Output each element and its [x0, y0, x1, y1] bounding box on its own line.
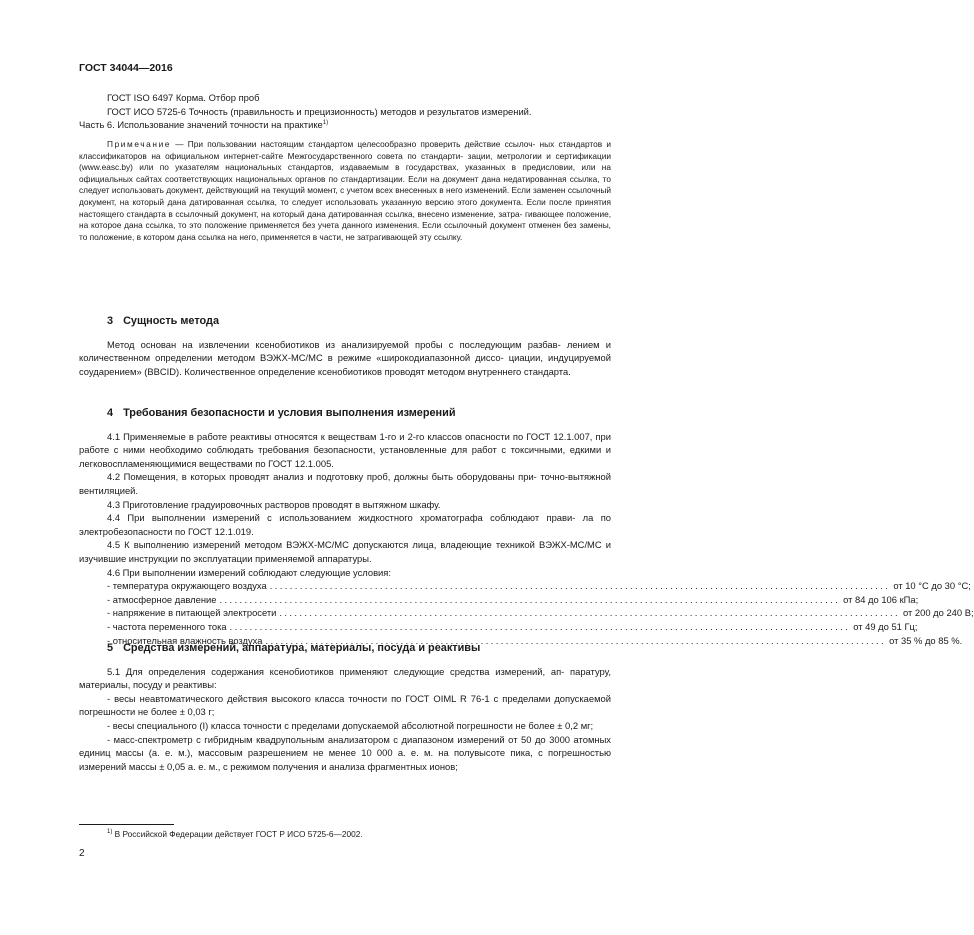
condition-value: от 10 °С до 30 °С;: [893, 580, 971, 592]
footnote-mark: 1): [107, 829, 113, 835]
section-4-heading: [79, 407, 611, 421]
footnote-text: В Российской Федерации действует ГОСТ Р ИСО 5725-6—2002.: [112, 829, 363, 839]
equipment-item: - весы специального (I) класса точности с пределами допускаемой абсолютной погрешности не более ± 0,2 мг;: [107, 719, 594, 731]
reference-text-a: ГОСТ ИСО 5725-6 Точность (правильность и прецизионность) методов и результатов измерений.: [107, 105, 532, 117]
section-title: Требования безопасности и условия выполнения измерений: [123, 407, 456, 419]
references-block: [79, 91, 611, 132]
footnote: [79, 829, 611, 839]
clause-4-6: 4.6 При выполнении измерений соблюдают следующие условия:: [107, 566, 391, 578]
condition-value: от 200 до 240 В;: [903, 607, 974, 619]
condition-value: от 84 до 106 кПа;: [843, 593, 919, 605]
clause-4-4: 4.4 При выполнении измерений с использованием жидкостного хроматографа соблюдают прави- ла по электробезопасности по ГОСТ 12.1.019.: [79, 512, 611, 537]
leader-dots: ............................................................................................................................: [279, 607, 900, 619]
clause-5-1: 5.1 Для определения содержания ксенобиотиков применяют следующие средства измерений, ап- паратуру, материалы, посуду и реактивы:: [79, 665, 611, 691]
note-dash: —: [171, 139, 188, 149]
clause-4-2: 4.2 Помещения, в которых проводят анализ и подготовку проб, должны быть оборудованы при- точно-вытяжной вентиляцией.: [79, 471, 611, 496]
section-title: Сущность метода: [123, 315, 220, 327]
clause-4-3: 4.3 Приготовление градуировочных растворов проводят в вытяжном шкафу.: [107, 498, 441, 510]
note-block: [79, 139, 611, 243]
reference-iso-5725-6: [79, 105, 611, 119]
section-5: [79, 642, 611, 773]
section-4: [79, 407, 974, 647]
section-5-heading: [79, 642, 611, 656]
reference-iso-6497: ГОСТ ISO 6497 Корма. Отбор проб: [107, 92, 260, 103]
section-number: 5: [107, 642, 114, 654]
leader-dots: ............................................................................................................................: [229, 620, 851, 632]
equipment-item: - масс-спектрометр с гибридным квадрупольным анализатором с диапазоном измерений от 50 до 3000 атомных единиц массы (а. е. м.), массовым разрешением не менее 10 000 а. е. м. на полувысоте пика, с погрешностью измерений массы ± 0,05 а. е. м., с режимом получения и анализа фрагментных ионов;: [79, 733, 611, 772]
condition-label: - относительная влажность воздуха: [107, 634, 263, 646]
section-number: 4: [107, 407, 114, 419]
section-3: [79, 315, 611, 378]
condition-row: [79, 606, 974, 620]
standard-header: ГОСТ 34044—2016: [79, 62, 173, 74]
leader-dots: ............................................................................................................................: [265, 634, 887, 646]
clause-4-1: 4.1 Применяемые в работе реактивы относятся к веществам 1-го и 2-го классов опасности по ГОСТ 12.1.007, при работе с ними необходимо соблюдать требования безопасности, установленные для работ с токсичными, едкими и легковоспламеняющимися веществами по ГОСТ 12.1.005.: [79, 430, 611, 469]
page-number: 2: [79, 848, 85, 859]
condition-row: [79, 579, 971, 593]
leader-dots: ............................................................................................................................: [269, 580, 891, 592]
condition-label: - частота переменного тока: [107, 620, 227, 632]
equipment-item: - весы неавтоматического действия высокого класса точности по ГОСТ OIML R 76-1 с пределами допускаемой погрешности не более ± 0,03 г;: [79, 692, 611, 718]
section-3-text: Метод основан на извлечении ксенобиотиков из анализируемой пробы с последующим разбав- лением и количественном определении методом ВЭЖХ-МС/МС в режиме «широкодиапазонной диссо- циации, индуцируемой соударением» (BBCID). Количественное определение ксенобиотиков проводят методом внутреннего стандарта.: [79, 338, 611, 377]
clause-4-5: 4.5 К выполнению измерений методом ВЭЖХ-МС/МС допускаются лица, владеющие техникой ВЭЖХ-МС/МС и изучившие инструкции по эксплуатации применяемой аппаратуры.: [79, 539, 611, 564]
condition-label: - атмосферное давление: [107, 593, 217, 605]
section-3-heading: [79, 315, 611, 329]
note-first-line: При пользовании настоящим стандартом целесообразно проверить действие ссылоч-: [187, 139, 536, 149]
condition-value: от 35 % до 85 %.: [889, 634, 963, 646]
reference-text-b: Часть 6. Использование значений точности на практике: [79, 119, 323, 131]
footnote-divider: [79, 824, 174, 825]
condition-label: - напряжение в питающей электросети: [107, 607, 277, 619]
note-label: Примечание: [107, 139, 172, 149]
note-paragraph: [79, 139, 611, 243]
section-title: Средства измерений, аппаратура, материалы, посуда и реактивы: [123, 642, 481, 654]
condition-value: от 49 до 51 Гц;: [853, 620, 918, 632]
condition-row: [79, 593, 919, 607]
section-number: 3: [107, 315, 114, 327]
reference-iso-5725-6-cont: [79, 118, 611, 132]
leader-dots: ............................................................................................................................: [219, 593, 841, 605]
condition-label: - температура окружающего воздуха: [107, 580, 267, 592]
note-body: ных стандартов и классификаторов на официальном интернет-сайте Межгосударственного совета по стандарти- зации, метрологии и сертификации (www.easc.by) или по указателям национальных стандартов, издаваемым в государствах, указанных в предисловии, или на официальных сайтах соответствующих национальных органов по стандартизации. Если на документ дана недатированная ссылка, то следует использовать документ, действующий на текущий момент, с учетом всех внесенных в него изменений. Если заменен ссылочный документ, на который дана датированная ссылка, то следует использовать указанную версию этого документа. Если после принятия настоящего стандарта в ссылочный документ, на который дана датированная ссылка, внесено изменение, затра- гивающее положение, на которое дана ссылка, то это положение применяется без учета данного изменения. Если ссылочный документ отменен без замены, то положение, в котором дана ссылка на него, применяется в части, не затрагивающей эту ссылку.: [79, 139, 611, 242]
footnote-ref: 1): [322, 120, 329, 127]
condition-row: [79, 620, 918, 634]
